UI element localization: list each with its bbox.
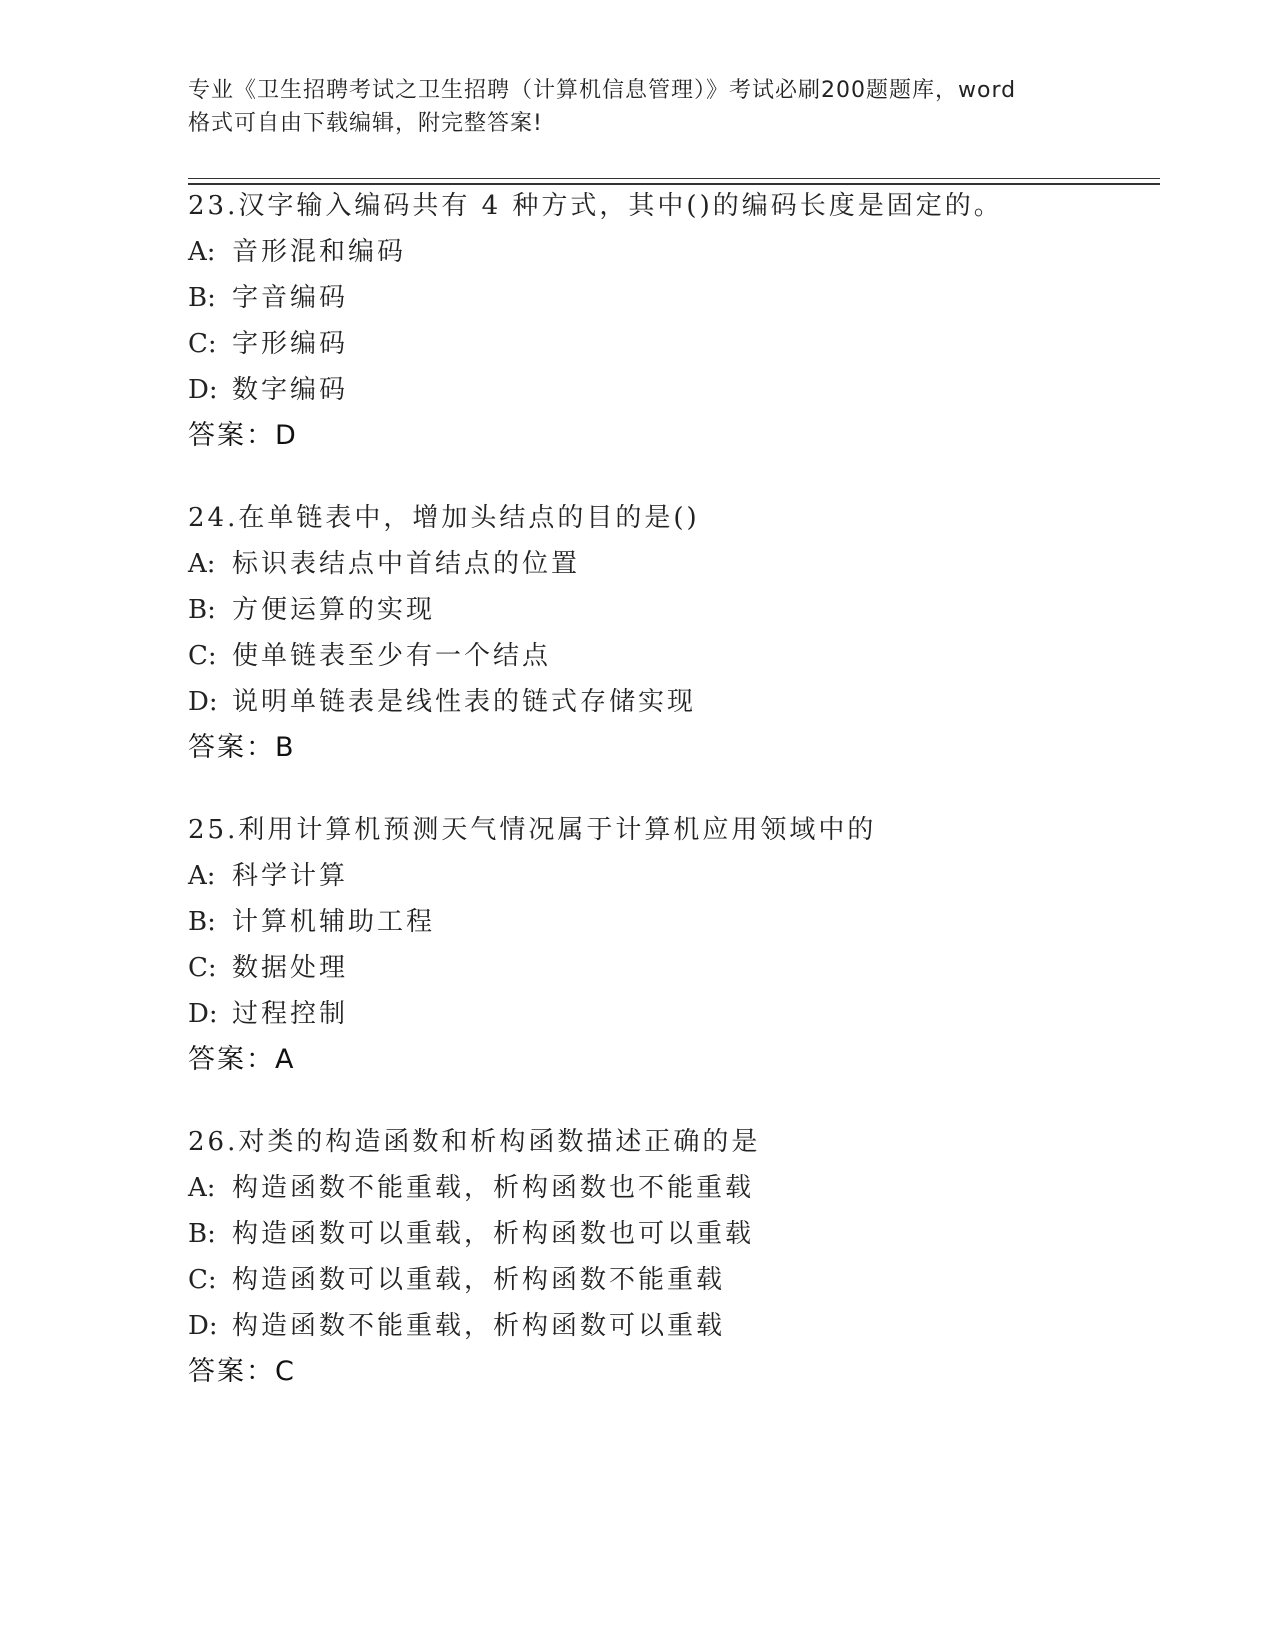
option-text: 说明单链表是线性表的链式存储实现 — [232, 687, 697, 717]
option-d — [188, 991, 1148, 1037]
option-letter: C: — [188, 329, 217, 359]
option-text: 音形混和编码 — [232, 237, 407, 267]
option-letter: A: — [188, 237, 216, 267]
answer-label: 答案： — [188, 732, 275, 763]
option-letter: A: — [188, 549, 216, 579]
option-letter: A: — [188, 861, 216, 891]
answer-value: B — [275, 732, 294, 763]
question-23 — [188, 183, 1148, 459]
option-a — [188, 229, 1148, 275]
answer-label: 答案： — [188, 420, 275, 451]
header-line-2: 格式可自由下载编辑，附完整答案! — [188, 111, 543, 136]
option-text: 计算机辅助工程 — [232, 907, 436, 937]
option-c — [188, 945, 1148, 991]
option-letter: D: — [188, 1311, 218, 1341]
document-header — [188, 74, 1088, 140]
option-text: 过程控制 — [232, 999, 349, 1029]
question-stem: 24.在单链表中，增加头结点的目的是() — [188, 503, 700, 533]
option-text: 标识表结点中首结点的位置 — [232, 549, 581, 579]
header-line-1: 专业《卫生招聘考试之卫生招聘（计算机信息管理）》考试必刷200题题库，word — [188, 78, 1017, 103]
option-c — [188, 321, 1148, 367]
option-d — [188, 1303, 1148, 1349]
option-letter: A: — [188, 1173, 216, 1203]
option-text: 构造函数可以重载，析构函数不能重载 — [232, 1265, 726, 1295]
answer-line — [188, 1037, 1148, 1083]
option-text: 构造函数可以重载，析构函数也可以重载 — [232, 1219, 755, 1249]
option-text: 科学计算 — [232, 861, 349, 891]
option-c — [188, 633, 1148, 679]
option-letter: B: — [188, 1219, 216, 1249]
answer-value: C — [275, 1356, 294, 1387]
question-25 — [188, 807, 1148, 1083]
option-a — [188, 1165, 1148, 1211]
question-stem: 25.利用计算机预测天气情况属于计算机应用领域中的 — [188, 815, 877, 845]
option-letter: B: — [188, 283, 216, 313]
question-24 — [188, 495, 1148, 771]
answer-label: 答案： — [188, 1356, 275, 1387]
option-a — [188, 853, 1148, 899]
answer-line — [188, 413, 1148, 459]
option-text: 构造函数不能重载，析构函数也不能重载 — [232, 1173, 755, 1203]
answer-line — [188, 725, 1148, 771]
option-c — [188, 1257, 1148, 1303]
answer-label: 答案： — [188, 1044, 275, 1075]
question-26 — [188, 1119, 1148, 1395]
header-divider-thin — [188, 178, 1160, 179]
option-d — [188, 679, 1148, 725]
option-b — [188, 275, 1148, 321]
option-letter: D: — [188, 687, 218, 717]
option-text: 字形编码 — [232, 329, 349, 359]
option-text: 构造函数不能重载，析构函数可以重载 — [232, 1311, 726, 1341]
question-stem: 23.汉字输入编码共有 4 种方式，其中()的编码长度是固定的。 — [188, 191, 1003, 221]
option-text: 字音编码 — [232, 283, 349, 313]
option-b — [188, 587, 1148, 633]
option-text: 数字编码 — [232, 375, 349, 405]
option-letter: C: — [188, 1265, 217, 1295]
answer-value: A — [275, 1044, 294, 1075]
option-b — [188, 1211, 1148, 1257]
option-b — [188, 899, 1148, 945]
answer-value: D — [275, 420, 296, 451]
option-text: 方便运算的实现 — [232, 595, 436, 625]
option-letter: C: — [188, 641, 217, 671]
option-letter: B: — [188, 907, 216, 937]
option-d — [188, 367, 1148, 413]
option-letter: B: — [188, 595, 216, 625]
option-a — [188, 541, 1148, 587]
question-stem: 26.对类的构造函数和析构函数描述正确的是 — [188, 1127, 761, 1157]
option-letter: D: — [188, 375, 218, 405]
option-text: 数据处理 — [232, 953, 349, 983]
option-letter: D: — [188, 999, 218, 1029]
answer-line — [188, 1349, 1148, 1395]
option-text: 使单链表至少有一个结点 — [232, 641, 552, 671]
option-letter: C: — [188, 953, 217, 983]
